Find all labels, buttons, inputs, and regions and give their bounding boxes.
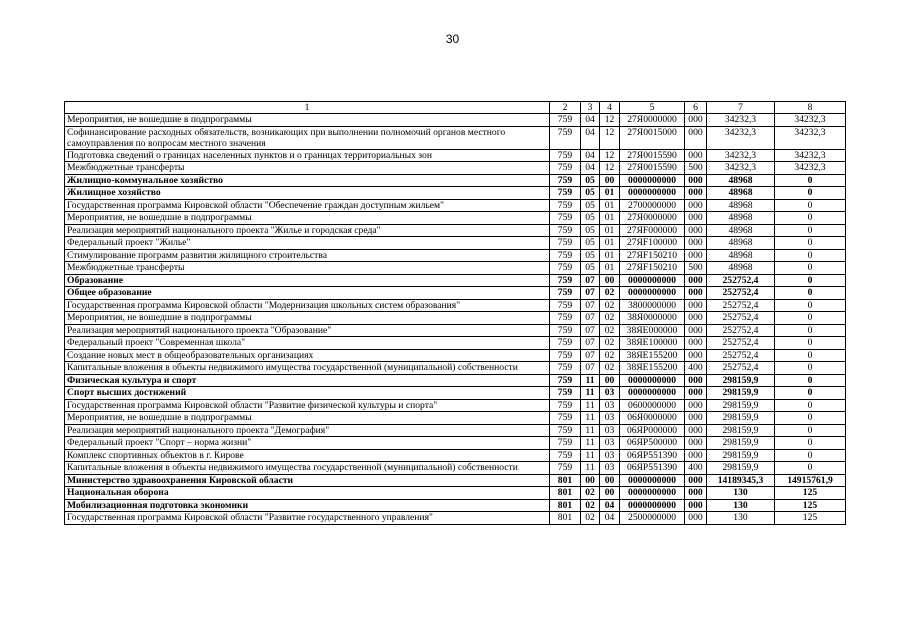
amount-year1-cell: 48968 [707, 187, 775, 200]
target-article-cell: 27ЯF150210 [620, 249, 685, 262]
header-cell: 4 [600, 102, 620, 114]
expense-type-cell: 000 [685, 324, 707, 337]
expense-type-cell: 000 [685, 274, 707, 287]
section-cell: 00 [581, 474, 600, 487]
budget-table [64, 101, 846, 525]
target-article-cell: 38ЯЕ155200 [620, 362, 685, 375]
expense-type-cell: 000 [685, 374, 707, 387]
subsection-cell: 02 [600, 362, 620, 375]
target-article-cell: 38ЯЕ100000 [620, 337, 685, 350]
expense-type-cell: 500 [685, 262, 707, 275]
amount-year1-cell: 48968 [707, 199, 775, 212]
item-name-cell: Создание новых мест в общеобразовательных организациях [65, 349, 550, 362]
subsection-cell: 03 [600, 399, 620, 412]
item-name-cell: Капитальные вложения в объекты недвижимого имущества государственной (муниципальной) собственности [65, 362, 550, 375]
expense-type-cell: 500 [685, 162, 707, 175]
expense-type-cell: 000 [685, 237, 707, 250]
item-name-cell: Капитальные вложения в объекты недвижимого имущества государственной (муниципальной) собственности [65, 462, 550, 475]
amount-year1-cell: 48968 [707, 262, 775, 275]
ministry-code-cell: 759 [550, 212, 581, 225]
amount-year2-cell: 0 [775, 424, 846, 437]
amount-year1-cell: 252752,4 [707, 362, 775, 375]
table-row [65, 374, 846, 387]
item-name-cell: Государственная программа Кировской области "Модернизация школьных систем образования" [65, 299, 550, 312]
header-cell: 7 [707, 102, 775, 114]
expense-type-cell: 400 [685, 362, 707, 375]
amount-year2-cell: 0 [775, 349, 846, 362]
expense-type-cell: 000 [685, 474, 707, 487]
table-row [65, 126, 846, 149]
item-name-cell: Подготовка сведений о границах населенных пунктов и о границах территориальных зон [65, 149, 550, 162]
target-article-cell: 27ЯF150210 [620, 262, 685, 275]
subsection-cell: 02 [600, 324, 620, 337]
subsection-cell: 02 [600, 312, 620, 325]
section-cell: 11 [581, 462, 600, 475]
amount-year2-cell: 0 [775, 337, 846, 350]
table-row [65, 512, 846, 525]
amount-year1-cell: 130 [707, 499, 775, 512]
item-name-cell: Образование [65, 274, 550, 287]
subsection-cell: 12 [600, 162, 620, 175]
amount-year2-cell: 0 [775, 237, 846, 250]
item-name-cell: Государственная программа Кировской области "Развитие физической культуры и спорта" [65, 399, 550, 412]
amount-year1-cell: 298159,9 [707, 387, 775, 400]
table-row [65, 224, 846, 237]
header-cell: 8 [775, 102, 846, 114]
item-name-cell: Межбюджетные трансферты [65, 162, 550, 175]
ministry-code-cell: 759 [550, 449, 581, 462]
subsection-cell: 02 [600, 337, 620, 350]
amount-year1-cell: 252752,4 [707, 299, 775, 312]
ministry-code-cell: 759 [550, 324, 581, 337]
expense-type-cell: 000 [685, 114, 707, 127]
section-cell: 07 [581, 312, 600, 325]
target-article-cell: 0000000000 [620, 174, 685, 187]
table-row [65, 337, 846, 350]
target-article-cell: 3800000000 [620, 299, 685, 312]
item-name-cell: Комплекс спортивных объектов в г. Кирове [65, 449, 550, 462]
target-article-cell: 38ЯЕ000000 [620, 324, 685, 337]
ministry-code-cell: 759 [550, 249, 581, 262]
section-cell: 07 [581, 337, 600, 350]
amount-year2-cell: 0 [775, 449, 846, 462]
table-row [65, 399, 846, 412]
amount-year1-cell: 34232,3 [707, 149, 775, 162]
table-row [65, 199, 846, 212]
ministry-code-cell: 759 [550, 349, 581, 362]
section-cell: 05 [581, 262, 600, 275]
amount-year1-cell: 298159,9 [707, 412, 775, 425]
table-row [65, 462, 846, 475]
table-row [65, 249, 846, 262]
item-name-cell: Спорт высших достижений [65, 387, 550, 400]
amount-year2-cell: 0 [775, 412, 846, 425]
section-cell: 07 [581, 324, 600, 337]
subsection-cell: 03 [600, 462, 620, 475]
ministry-code-cell: 759 [550, 337, 581, 350]
item-name-cell: Физическая культура и спорт [65, 374, 550, 387]
amount-year1-cell: 252752,4 [707, 287, 775, 300]
expense-type-cell: 000 [685, 199, 707, 212]
ministry-code-cell: 759 [550, 387, 581, 400]
table-row [65, 262, 846, 275]
amount-year1-cell: 298159,9 [707, 449, 775, 462]
item-name-cell: Мероприятия, не вошедшие в подпрограммы [65, 412, 550, 425]
target-article-cell: 27ЯF100000 [620, 237, 685, 250]
ministry-code-cell: 759 [550, 462, 581, 475]
target-article-cell: 0000000000 [620, 474, 685, 487]
amount-year1-cell: 252752,4 [707, 312, 775, 325]
subsection-cell: 00 [600, 174, 620, 187]
amount-year2-cell: 0 [775, 312, 846, 325]
section-cell: 05 [581, 174, 600, 187]
table-row [65, 424, 846, 437]
expense-type-cell: 000 [685, 424, 707, 437]
amount-year1-cell: 14189345,3 [707, 474, 775, 487]
amount-year1-cell: 48968 [707, 212, 775, 225]
table-row [65, 312, 846, 325]
amount-year2-cell: 0 [775, 212, 846, 225]
subsection-cell: 03 [600, 449, 620, 462]
item-name-cell: Межбюджетные трансферты [65, 262, 550, 275]
target-article-cell: 0000000000 [620, 287, 685, 300]
ministry-code-cell: 759 [550, 412, 581, 425]
section-cell: 11 [581, 412, 600, 425]
table-row [65, 162, 846, 175]
ministry-code-cell: 759 [550, 187, 581, 200]
target-article-cell: 06ЯР551390 [620, 462, 685, 475]
ministry-code-cell: 759 [550, 262, 581, 275]
section-cell: 05 [581, 249, 600, 262]
target-article-cell: 06ЯР551390 [620, 449, 685, 462]
subsection-cell: 04 [600, 512, 620, 525]
table-row [65, 287, 846, 300]
table-row [65, 324, 846, 337]
item-name-cell: Жилищно-коммунальное хозяйство [65, 174, 550, 187]
target-article-cell: 0000000000 [620, 487, 685, 500]
item-name-cell: Общее образование [65, 287, 550, 300]
amount-year1-cell: 252752,4 [707, 274, 775, 287]
table-row [65, 212, 846, 225]
expense-type-cell: 000 [685, 399, 707, 412]
item-name-cell: Государственная программа Кировской области "Развитие государственного управления" [65, 512, 550, 525]
subsection-cell: 01 [600, 187, 620, 200]
subsection-cell: 12 [600, 114, 620, 127]
subsection-cell: 03 [600, 424, 620, 437]
amount-year2-cell: 34232,3 [775, 126, 846, 149]
item-name-cell: Реализация мероприятий национального проекта "Демография" [65, 424, 550, 437]
section-cell: 07 [581, 287, 600, 300]
section-cell: 11 [581, 374, 600, 387]
target-article-cell: 0000000000 [620, 374, 685, 387]
amount-year2-cell: 34232,3 [775, 149, 846, 162]
ministry-code-cell: 759 [550, 199, 581, 212]
amount-year2-cell: 34232,3 [775, 162, 846, 175]
section-cell: 04 [581, 126, 600, 149]
amount-year1-cell: 34232,3 [707, 126, 775, 149]
amount-year2-cell: 0 [775, 299, 846, 312]
amount-year2-cell: 125 [775, 512, 846, 525]
subsection-cell: 03 [600, 412, 620, 425]
expense-type-cell: 000 [685, 312, 707, 325]
ministry-code-cell: 759 [550, 287, 581, 300]
amount-year1-cell: 298159,9 [707, 399, 775, 412]
table-row [65, 174, 846, 187]
amount-year2-cell: 0 [775, 224, 846, 237]
section-cell: 04 [581, 149, 600, 162]
amount-year2-cell: 125 [775, 487, 846, 500]
expense-type-cell: 000 [685, 212, 707, 225]
subsection-cell: 01 [600, 237, 620, 250]
ministry-code-cell: 801 [550, 487, 581, 500]
table-row [65, 187, 846, 200]
amount-year2-cell: 0 [775, 249, 846, 262]
section-cell: 11 [581, 437, 600, 450]
section-cell: 02 [581, 487, 600, 500]
subsection-cell: 01 [600, 249, 620, 262]
amount-year2-cell: 0 [775, 374, 846, 387]
subsection-cell: 00 [600, 374, 620, 387]
table-row [65, 149, 846, 162]
subsection-cell: 01 [600, 262, 620, 275]
expense-type-cell: 000 [685, 437, 707, 450]
table-row [65, 499, 846, 512]
amount-year2-cell: 0 [775, 462, 846, 475]
target-article-cell: 06ЯР000000 [620, 424, 685, 437]
ministry-code-cell: 759 [550, 126, 581, 149]
amount-year2-cell: 0 [775, 362, 846, 375]
item-name-cell: Федеральный проект "Современная школа" [65, 337, 550, 350]
subsection-cell: 03 [600, 437, 620, 450]
expense-type-cell: 000 [685, 487, 707, 500]
amount-year1-cell: 130 [707, 512, 775, 525]
table-row [65, 114, 846, 127]
header-cell: 3 [581, 102, 600, 114]
section-cell: 05 [581, 199, 600, 212]
expense-type-cell: 000 [685, 224, 707, 237]
header-cell: 2 [550, 102, 581, 114]
expense-type-cell: 000 [685, 337, 707, 350]
amount-year2-cell: 0 [775, 274, 846, 287]
target-article-cell: 2500000000 [620, 512, 685, 525]
table-row [65, 299, 846, 312]
ministry-code-cell: 759 [550, 437, 581, 450]
amount-year1-cell: 298159,9 [707, 437, 775, 450]
target-article-cell: 0600000000 [620, 399, 685, 412]
amount-year1-cell: 48968 [707, 237, 775, 250]
subsection-cell: 00 [600, 487, 620, 500]
ministry-code-cell: 759 [550, 299, 581, 312]
target-article-cell: 38ЯЕ155200 [620, 349, 685, 362]
amount-year2-cell: 0 [775, 187, 846, 200]
target-article-cell: 27ЯF000000 [620, 224, 685, 237]
amount-year1-cell: 34232,3 [707, 162, 775, 175]
ministry-code-cell: 801 [550, 474, 581, 487]
expense-type-cell: 000 [685, 149, 707, 162]
ministry-code-cell: 759 [550, 149, 581, 162]
expense-type-cell: 000 [685, 499, 707, 512]
item-name-cell: Мероприятия, не вошедшие в подпрограммы [65, 114, 550, 127]
ministry-code-cell: 759 [550, 312, 581, 325]
amount-year2-cell: 125 [775, 499, 846, 512]
expense-type-cell: 000 [685, 249, 707, 262]
target-article-cell: 27Я0000000 [620, 114, 685, 127]
item-name-cell: Стимулирование программ развития жилищного строительства [65, 249, 550, 262]
amount-year2-cell: 0 [775, 437, 846, 450]
item-name-cell: Национальная оборона [65, 487, 550, 500]
ministry-code-cell: 759 [550, 362, 581, 375]
amount-year2-cell: 0 [775, 399, 846, 412]
expense-type-cell: 000 [685, 287, 707, 300]
amount-year1-cell: 48968 [707, 174, 775, 187]
expense-type-cell: 000 [685, 387, 707, 400]
item-name-cell: Жилищное хозяйство [65, 187, 550, 200]
section-cell: 02 [581, 499, 600, 512]
section-cell: 07 [581, 274, 600, 287]
table-row [65, 349, 846, 362]
header-cell: 1 [65, 102, 550, 114]
header-cell: 6 [685, 102, 707, 114]
expense-type-cell: 000 [685, 174, 707, 187]
ministry-code-cell: 759 [550, 237, 581, 250]
target-article-cell: 06Я0000000 [620, 412, 685, 425]
table-row [65, 437, 846, 450]
expense-type-cell: 400 [685, 462, 707, 475]
table-row [65, 449, 846, 462]
amount-year2-cell: 0 [775, 262, 846, 275]
amount-year2-cell: 0 [775, 174, 846, 187]
amount-year1-cell: 48968 [707, 224, 775, 237]
section-cell: 05 [581, 224, 600, 237]
ministry-code-cell: 759 [550, 424, 581, 437]
item-name-cell: Мобилизационная подготовка экономики [65, 499, 550, 512]
subsection-cell: 01 [600, 224, 620, 237]
section-cell: 05 [581, 212, 600, 225]
header-cell: 5 [620, 102, 685, 114]
ministry-code-cell: 801 [550, 499, 581, 512]
subsection-cell: 02 [600, 299, 620, 312]
subsection-cell: 12 [600, 149, 620, 162]
expense-type-cell: 000 [685, 299, 707, 312]
table-header-row [65, 102, 846, 114]
subsection-cell: 00 [600, 274, 620, 287]
subsection-cell: 03 [600, 387, 620, 400]
subsection-cell: 00 [600, 474, 620, 487]
target-article-cell: 0000000000 [620, 274, 685, 287]
item-name-cell: Федеральный проект "Спорт – норма жизни" [65, 437, 550, 450]
expense-type-cell: 000 [685, 126, 707, 149]
subsection-cell: 01 [600, 199, 620, 212]
section-cell: 05 [581, 187, 600, 200]
ministry-code-cell: 759 [550, 374, 581, 387]
ministry-code-cell: 759 [550, 224, 581, 237]
expense-type-cell: 000 [685, 187, 707, 200]
amount-year1-cell: 252752,4 [707, 324, 775, 337]
table-row [65, 362, 846, 375]
item-name-cell: Реализация мероприятий национального проекта "Образование" [65, 324, 550, 337]
amount-year1-cell: 252752,4 [707, 349, 775, 362]
page-number: 30 [445, 32, 460, 46]
ministry-code-cell: 801 [550, 512, 581, 525]
item-name-cell: Реализация мероприятий национального проекта "Жилье и городская среда" [65, 224, 550, 237]
amount-year1-cell: 298159,9 [707, 424, 775, 437]
table-row [65, 387, 846, 400]
table-row [65, 487, 846, 500]
table-row [65, 474, 846, 487]
section-cell: 04 [581, 114, 600, 127]
target-article-cell: 06ЯР500000 [620, 437, 685, 450]
table-row [65, 412, 846, 425]
ministry-code-cell: 759 [550, 162, 581, 175]
expense-type-cell: 000 [685, 412, 707, 425]
amount-year2-cell: 0 [775, 387, 846, 400]
section-cell: 11 [581, 449, 600, 462]
ministry-code-cell: 759 [550, 114, 581, 127]
item-name-cell: Софинансирование расходных обязательств, возникающих при выполнении полномочий органов местного самоуправления по вопросам местного значения [65, 126, 550, 149]
amount-year1-cell: 298159,9 [707, 462, 775, 475]
ministry-code-cell: 759 [550, 399, 581, 412]
amount-year1-cell: 298159,9 [707, 374, 775, 387]
expense-type-cell: 000 [685, 449, 707, 462]
amount-year1-cell: 34232,3 [707, 114, 775, 127]
target-article-cell: 0000000000 [620, 499, 685, 512]
section-cell: 11 [581, 399, 600, 412]
target-article-cell: 27Я0015590 [620, 149, 685, 162]
amount-year2-cell: 0 [775, 324, 846, 337]
amount-year2-cell: 34232,3 [775, 114, 846, 127]
item-name-cell: Федеральный проект "Жилье" [65, 237, 550, 250]
amount-year2-cell: 0 [775, 287, 846, 300]
target-article-cell: 0000000000 [620, 187, 685, 200]
target-article-cell: 0000000000 [620, 387, 685, 400]
subsection-cell: 01 [600, 212, 620, 225]
target-article-cell: 27Я0015000 [620, 126, 685, 149]
section-cell: 02 [581, 512, 600, 525]
amount-year1-cell: 252752,4 [707, 337, 775, 350]
subsection-cell: 02 [600, 287, 620, 300]
amount-year1-cell: 130 [707, 487, 775, 500]
table-row [65, 274, 846, 287]
table-row [65, 237, 846, 250]
section-cell: 11 [581, 387, 600, 400]
expense-type-cell: 000 [685, 349, 707, 362]
section-cell: 07 [581, 299, 600, 312]
item-name-cell: Мероприятия, не вошедшие в подпрограммы [65, 212, 550, 225]
item-name-cell: Государственная программа Кировской области "Обеспечение граждан доступным жильем" [65, 199, 550, 212]
amount-year2-cell: 0 [775, 199, 846, 212]
amount-year2-cell: 14915761,9 [775, 474, 846, 487]
ministry-code-cell: 759 [550, 274, 581, 287]
subsection-cell: 02 [600, 349, 620, 362]
section-cell: 04 [581, 162, 600, 175]
section-cell: 11 [581, 424, 600, 437]
target-article-cell: 2700000000 [620, 199, 685, 212]
ministry-code-cell: 759 [550, 174, 581, 187]
target-article-cell: 38Я0000000 [620, 312, 685, 325]
target-article-cell: 27Я0015590 [620, 162, 685, 175]
section-cell: 05 [581, 237, 600, 250]
amount-year1-cell: 48968 [707, 249, 775, 262]
section-cell: 07 [581, 349, 600, 362]
target-article-cell: 27Я0000000 [620, 212, 685, 225]
subsection-cell: 12 [600, 126, 620, 149]
section-cell: 07 [581, 362, 600, 375]
item-name-cell: Министерство здравоохранения Кировской области [65, 474, 550, 487]
item-name-cell: Мероприятия, не вошедшие в подпрограммы [65, 312, 550, 325]
subsection-cell: 04 [600, 499, 620, 512]
expense-type-cell: 000 [685, 512, 707, 525]
